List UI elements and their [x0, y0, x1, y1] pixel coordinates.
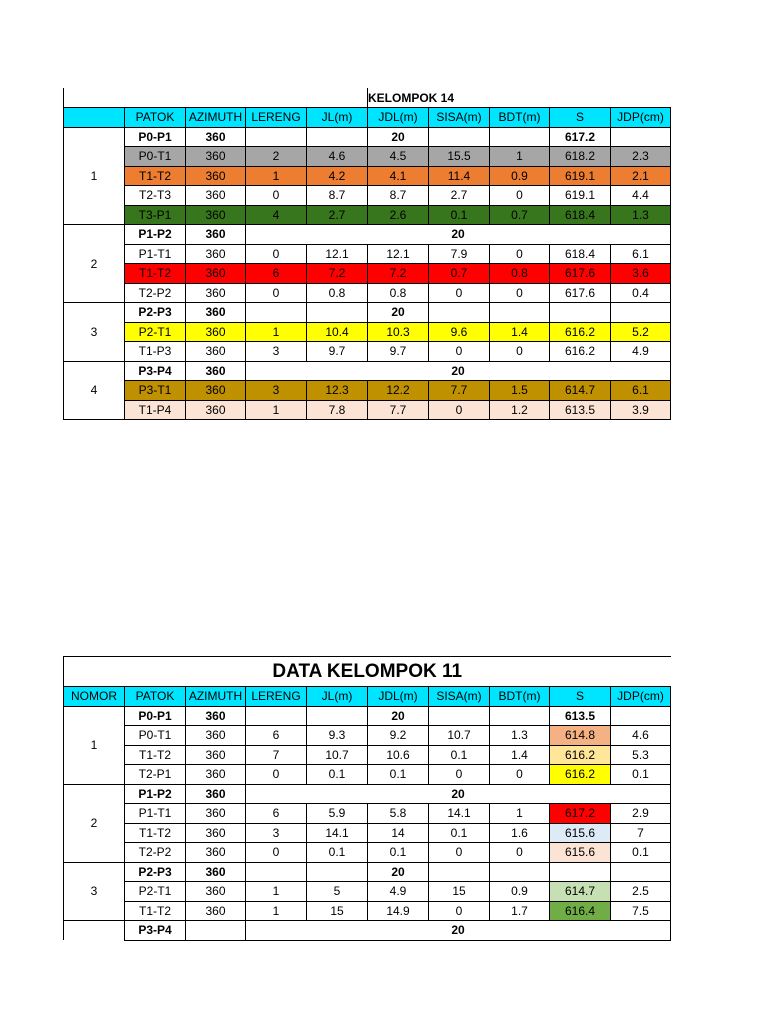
group-head-row: [64, 303, 671, 323]
head-sisa: [429, 862, 490, 882]
cell-bdt: 0.9: [490, 882, 550, 902]
cell-bdt: 0.9: [490, 166, 550, 186]
cell-patok: T1-T2: [125, 745, 186, 765]
cell-patok: T1-T2: [125, 823, 186, 843]
cell-jl: 0.1: [307, 765, 368, 785]
title-spacer: [611, 88, 671, 108]
cell-s: 618.4: [550, 244, 611, 264]
cell-s: 614.7: [550, 882, 611, 902]
cell-sisa: 14.1: [429, 804, 490, 824]
cell-s: 618.4: [550, 205, 611, 225]
cell-sisa: 0: [429, 843, 490, 863]
column-header-jdl: JDL(m): [368, 108, 429, 128]
cell-azimuth: 360: [186, 882, 246, 902]
data-row: [64, 342, 671, 362]
cell-lereng: 1: [246, 901, 307, 921]
head-jdp: [611, 303, 671, 323]
cell-lereng: 3: [246, 823, 307, 843]
cell-sisa: 0.1: [429, 745, 490, 765]
cell-bdt: 0: [490, 244, 550, 264]
cell-jdl: 10.3: [368, 322, 429, 342]
cell-patok: P1-T1: [125, 804, 186, 824]
cell-patok: T2-T3: [125, 186, 186, 206]
cell-sisa: 0: [429, 400, 490, 420]
title-spacer: [550, 88, 611, 108]
data-row: [64, 186, 671, 206]
cell-jl: 9.7: [307, 342, 368, 362]
cell-jl: 4.6: [307, 147, 368, 167]
data-row: [64, 804, 671, 824]
column-header-nomor: NOMOR: [64, 687, 125, 707]
data-row: [64, 205, 671, 225]
head-jl: [307, 862, 368, 882]
group-head-row: [64, 706, 671, 726]
cell-s: 614.7: [550, 381, 611, 401]
cell-jdp: 6.1: [611, 381, 671, 401]
cell-lereng: 6: [246, 804, 307, 824]
title-spacer: [186, 88, 246, 108]
cell-jl: 5: [307, 882, 368, 902]
cell-jl: 7.8: [307, 400, 368, 420]
head-jdl: 20: [368, 127, 429, 147]
cell-bdt: 1.2: [490, 400, 550, 420]
head-patok: P0-P1: [125, 706, 186, 726]
cell-jdl: 7.2: [368, 264, 429, 284]
cell-azimuth: 360: [186, 283, 246, 303]
group-number: 1: [64, 127, 125, 225]
cell-jl: 5.9: [307, 804, 368, 824]
cell-patok: T1-P3: [125, 342, 186, 362]
head-patok: P1-P2: [125, 225, 186, 245]
cell-jdp: 7: [611, 823, 671, 843]
head-jdl: 20: [246, 361, 671, 381]
title-spacer: [125, 88, 186, 108]
cell-patok: P1-T1: [125, 244, 186, 264]
cell-s: 617.6: [550, 264, 611, 284]
page-title: DATA KELOMPOK 11: [64, 657, 671, 687]
cell-lereng: 6: [246, 264, 307, 284]
cell-s: 617.6: [550, 283, 611, 303]
head-jdp: [611, 127, 671, 147]
cell-jdp: 5.3: [611, 745, 671, 765]
header-row: [64, 108, 671, 128]
cell-bdt: 1.4: [490, 745, 550, 765]
cell-azimuth: 360: [186, 322, 246, 342]
cell-jl: 9.3: [307, 726, 368, 746]
cell-jdl: 4.1: [368, 166, 429, 186]
cell-bdt: 0.8: [490, 264, 550, 284]
head-lereng: [246, 862, 307, 882]
cell-jl: 0.8: [307, 283, 368, 303]
data-row: [64, 166, 671, 186]
table-title: KELOMPOK 14: [368, 88, 490, 108]
cell-jl: 0.1: [307, 843, 368, 863]
cell-jl: 7.2: [307, 264, 368, 284]
data-row: [64, 244, 671, 264]
cell-jl: 10.4: [307, 322, 368, 342]
cell-lereng: 3: [246, 381, 307, 401]
cell-jdp: 0.4: [611, 283, 671, 303]
cell-jdl: 14: [368, 823, 429, 843]
cell-bdt: 0: [490, 283, 550, 303]
cell-patok: P3-T1: [125, 381, 186, 401]
cell-s: 615.6: [550, 823, 611, 843]
head-patok: P3-P4: [125, 921, 186, 941]
column-header-jl: JL(m): [307, 108, 368, 128]
head-bdt: [490, 127, 550, 147]
cell-lereng: 4: [246, 205, 307, 225]
cell-lereng: 0: [246, 244, 307, 264]
column-header-sisa: SISA(m): [429, 108, 490, 128]
head-bdt: [490, 706, 550, 726]
head-azimuth: 360: [186, 706, 246, 726]
cell-jdl: 10.6: [368, 745, 429, 765]
head-jl: [307, 706, 368, 726]
column-header-lereng: LERENG: [246, 687, 307, 707]
cell-sisa: 0.1: [429, 823, 490, 843]
data-row: [64, 283, 671, 303]
column-header-patok: PATOK: [125, 108, 186, 128]
head-jdp: [611, 706, 671, 726]
cell-sisa: 7.9: [429, 244, 490, 264]
cell-s: 616.4: [550, 901, 611, 921]
cell-jdp: 4.6: [611, 726, 671, 746]
cell-jdp: 0.1: [611, 765, 671, 785]
cell-patok: T1-T2: [125, 264, 186, 284]
cell-azimuth: 360: [186, 147, 246, 167]
cell-patok: P2-T1: [125, 882, 186, 902]
head-jdl: 20: [246, 784, 671, 804]
cell-s: 617.2: [550, 804, 611, 824]
data-row: [64, 726, 671, 746]
head-sisa: [429, 706, 490, 726]
data-row: [64, 147, 671, 167]
cell-sisa: 0.7: [429, 264, 490, 284]
column-header-azimuth: AZIMUTH: [186, 687, 246, 707]
cell-azimuth: 360: [186, 166, 246, 186]
cell-bdt: 1.4: [490, 322, 550, 342]
cell-bdt: 0.7: [490, 205, 550, 225]
cell-azimuth: 360: [186, 205, 246, 225]
cell-jdl: 7.7: [368, 400, 429, 420]
column-header-s: S: [550, 687, 611, 707]
head-azimuth: 360: [186, 862, 246, 882]
group-number: 4: [64, 361, 125, 420]
title-row: [64, 657, 671, 687]
head-patok: P3-P4: [125, 361, 186, 381]
cell-sisa: 9.6: [429, 322, 490, 342]
cell-jdl: 0.8: [368, 283, 429, 303]
cell-sisa: 0.1: [429, 205, 490, 225]
cell-sisa: 15.5: [429, 147, 490, 167]
head-s: [550, 303, 611, 323]
column-header-patok: PATOK: [125, 687, 186, 707]
cell-patok: T2-P2: [125, 843, 186, 863]
column-header-bdt: BDT(m): [490, 108, 550, 128]
head-s: 613.5: [550, 706, 611, 726]
cell-bdt: 0: [490, 186, 550, 206]
head-s: 617.2: [550, 127, 611, 147]
cell-jdl: 8.7: [368, 186, 429, 206]
cell-s: 618.2: [550, 147, 611, 167]
cell-lereng: 1: [246, 400, 307, 420]
head-bdt: [490, 862, 550, 882]
group-number: 1: [64, 706, 125, 784]
cell-patok: P2-T1: [125, 322, 186, 342]
cell-jdp: 4.9: [611, 342, 671, 362]
head-jdl: 20: [246, 921, 671, 941]
cell-s: 614.8: [550, 726, 611, 746]
cell-lereng: 1: [246, 166, 307, 186]
group-head-row: [64, 862, 671, 882]
cell-patok: P0-T1: [125, 726, 186, 746]
group-number: 2: [64, 784, 125, 862]
cell-azimuth: 360: [186, 244, 246, 264]
column-header-jdl: JDL(m): [368, 687, 429, 707]
cell-azimuth: 360: [186, 804, 246, 824]
data-row: [64, 882, 671, 902]
head-lereng: [246, 127, 307, 147]
cell-jdp: 2.5: [611, 882, 671, 902]
data-row: [64, 901, 671, 921]
cell-jdp: 3.6: [611, 264, 671, 284]
cell-sisa: 7.7: [429, 381, 490, 401]
cell-lereng: 0: [246, 765, 307, 785]
cell-azimuth: 360: [186, 901, 246, 921]
data-row: [64, 381, 671, 401]
cell-jl: 14.1: [307, 823, 368, 843]
cell-jdp: 2.1: [611, 166, 671, 186]
cell-jdp: 7.5: [611, 901, 671, 921]
head-jdl: 20: [368, 862, 429, 882]
group-number: [64, 921, 125, 941]
head-azimuth: 360: [186, 784, 246, 804]
cell-patok: T2-P1: [125, 765, 186, 785]
cell-lereng: 0: [246, 843, 307, 863]
cell-jl: 12.3: [307, 381, 368, 401]
column-header-azimuth: AZIMUTH: [186, 108, 246, 128]
cell-patok: T2-P2: [125, 283, 186, 303]
cell-jdp: 2.9: [611, 804, 671, 824]
cell-jl: 12.1: [307, 244, 368, 264]
cell-jl: 15: [307, 901, 368, 921]
cell-lereng: 0: [246, 283, 307, 303]
cell-bdt: 0: [490, 765, 550, 785]
header-row: [64, 687, 671, 707]
group-head-row: [64, 784, 671, 804]
cell-bdt: 1.6: [490, 823, 550, 843]
head-patok: P2-P3: [125, 862, 186, 882]
column-header-bdt: BDT(m): [490, 687, 550, 707]
cell-azimuth: 360: [186, 342, 246, 362]
cell-s: 616.2: [550, 765, 611, 785]
head-jdl: 20: [246, 225, 671, 245]
cell-patok: T1-T2: [125, 901, 186, 921]
cell-sisa: 0: [429, 765, 490, 785]
cell-azimuth: 360: [186, 843, 246, 863]
cell-jdl: 5.8: [368, 804, 429, 824]
cell-lereng: 1: [246, 322, 307, 342]
cell-jdl: 9.7: [368, 342, 429, 362]
title-spacer-left: [64, 88, 125, 108]
cell-azimuth: 360: [186, 745, 246, 765]
head-lereng: [246, 706, 307, 726]
cell-bdt: 0: [490, 843, 550, 863]
head-azimuth: [186, 921, 246, 941]
data-row: [64, 400, 671, 420]
head-sisa: [429, 303, 490, 323]
head-bdt: [490, 303, 550, 323]
cell-sisa: 15: [429, 882, 490, 902]
cell-azimuth: 360: [186, 186, 246, 206]
cell-jdl: 12.1: [368, 244, 429, 264]
head-patok: P0-P1: [125, 127, 186, 147]
group-head-row: [64, 127, 671, 147]
cell-sisa: 0: [429, 342, 490, 362]
cell-lereng: 2: [246, 147, 307, 167]
cell-bdt: 1.7: [490, 901, 550, 921]
cell-s: 619.1: [550, 166, 611, 186]
cell-jdp: 6.1: [611, 244, 671, 264]
cell-patok: T1-P4: [125, 400, 186, 420]
head-azimuth: 360: [186, 127, 246, 147]
data-row: [64, 823, 671, 843]
data-row: [64, 765, 671, 785]
data-row: [64, 843, 671, 863]
cell-azimuth: 360: [186, 381, 246, 401]
cell-jdl: 14.9: [368, 901, 429, 921]
group-head-row: [64, 921, 671, 941]
cell-sisa: 2.7: [429, 186, 490, 206]
head-jl: [307, 303, 368, 323]
cell-bdt: 1: [490, 147, 550, 167]
cell-jdl: 9.2: [368, 726, 429, 746]
cell-bdt: 1.3: [490, 726, 550, 746]
cell-jdl: 0.1: [368, 765, 429, 785]
cell-jdp: 2.3: [611, 147, 671, 167]
column-header-jl: JL(m): [307, 687, 368, 707]
cell-jdp: 3.9: [611, 400, 671, 420]
cell-s: 613.5: [550, 400, 611, 420]
cell-lereng: 6: [246, 726, 307, 746]
head-jl: [307, 127, 368, 147]
head-s: [550, 862, 611, 882]
cell-lereng: 7: [246, 745, 307, 765]
data-row: [64, 322, 671, 342]
column-header-lereng: LERENG: [246, 108, 307, 128]
cell-jl: 10.7: [307, 745, 368, 765]
cell-jdp: 0.1: [611, 843, 671, 863]
cell-s: 616.2: [550, 322, 611, 342]
column-header-sisa: SISA(m): [429, 687, 490, 707]
title-row: [64, 88, 671, 108]
cell-patok: P0-T1: [125, 147, 186, 167]
cell-jdp: 1.3: [611, 205, 671, 225]
cell-jdp: 5.2: [611, 322, 671, 342]
column-header-jdp: JDP(cm): [611, 108, 671, 128]
cell-s: 615.6: [550, 843, 611, 863]
cell-azimuth: 360: [186, 264, 246, 284]
cell-bdt: 1: [490, 804, 550, 824]
group-head-row: [64, 225, 671, 245]
cell-bdt: 1.5: [490, 381, 550, 401]
data-row: [64, 264, 671, 284]
cell-jdl: 0.1: [368, 843, 429, 863]
title-spacer: [307, 88, 368, 108]
group-head-row: [64, 361, 671, 381]
cell-lereng: 1: [246, 882, 307, 902]
table-kelompok-14: [63, 88, 671, 420]
cell-jdl: 4.9: [368, 882, 429, 902]
cell-lereng: 0: [246, 186, 307, 206]
head-azimuth: 360: [186, 225, 246, 245]
cell-s: 619.1: [550, 186, 611, 206]
cell-sisa: 11.4: [429, 166, 490, 186]
title-spacer: [490, 88, 550, 108]
table-kelompok-11: [63, 656, 671, 941]
cell-patok: T3-P1: [125, 205, 186, 225]
cell-azimuth: 360: [186, 726, 246, 746]
title-spacer: [246, 88, 307, 108]
head-patok: P2-P3: [125, 303, 186, 323]
head-jdl: 20: [368, 706, 429, 726]
cell-jl: 2.7: [307, 205, 368, 225]
column-header-s: S: [550, 108, 611, 128]
cell-s: 616.2: [550, 745, 611, 765]
cell-sisa: 0: [429, 283, 490, 303]
cell-jl: 4.2: [307, 166, 368, 186]
group-number: 3: [64, 862, 125, 921]
group-number: 3: [64, 303, 125, 362]
cell-jdl: 2.6: [368, 205, 429, 225]
cell-patok: T1-T2: [125, 166, 186, 186]
cell-jdl: 12.2: [368, 381, 429, 401]
cell-bdt: 0: [490, 342, 550, 362]
column-header-jdp: JDP(cm): [611, 687, 671, 707]
head-sisa: [429, 127, 490, 147]
head-jdl: 20: [368, 303, 429, 323]
group-number: 2: [64, 225, 125, 303]
cell-sisa: 0: [429, 901, 490, 921]
cell-azimuth: 360: [186, 400, 246, 420]
cell-sisa: 10.7: [429, 726, 490, 746]
head-azimuth: 360: [186, 303, 246, 323]
head-lereng: [246, 303, 307, 323]
head-patok: P1-P2: [125, 784, 186, 804]
cell-jdl: 4.5: [368, 147, 429, 167]
cell-azimuth: 360: [186, 765, 246, 785]
cell-jl: 8.7: [307, 186, 368, 206]
cell-jdp: 4.4: [611, 186, 671, 206]
cell-azimuth: 360: [186, 823, 246, 843]
cell-s: 616.2: [550, 342, 611, 362]
column-header-nomor: [64, 108, 125, 128]
head-jdp: [611, 862, 671, 882]
data-row: [64, 745, 671, 765]
head-azimuth: 360: [186, 361, 246, 381]
cell-lereng: 3: [246, 342, 307, 362]
